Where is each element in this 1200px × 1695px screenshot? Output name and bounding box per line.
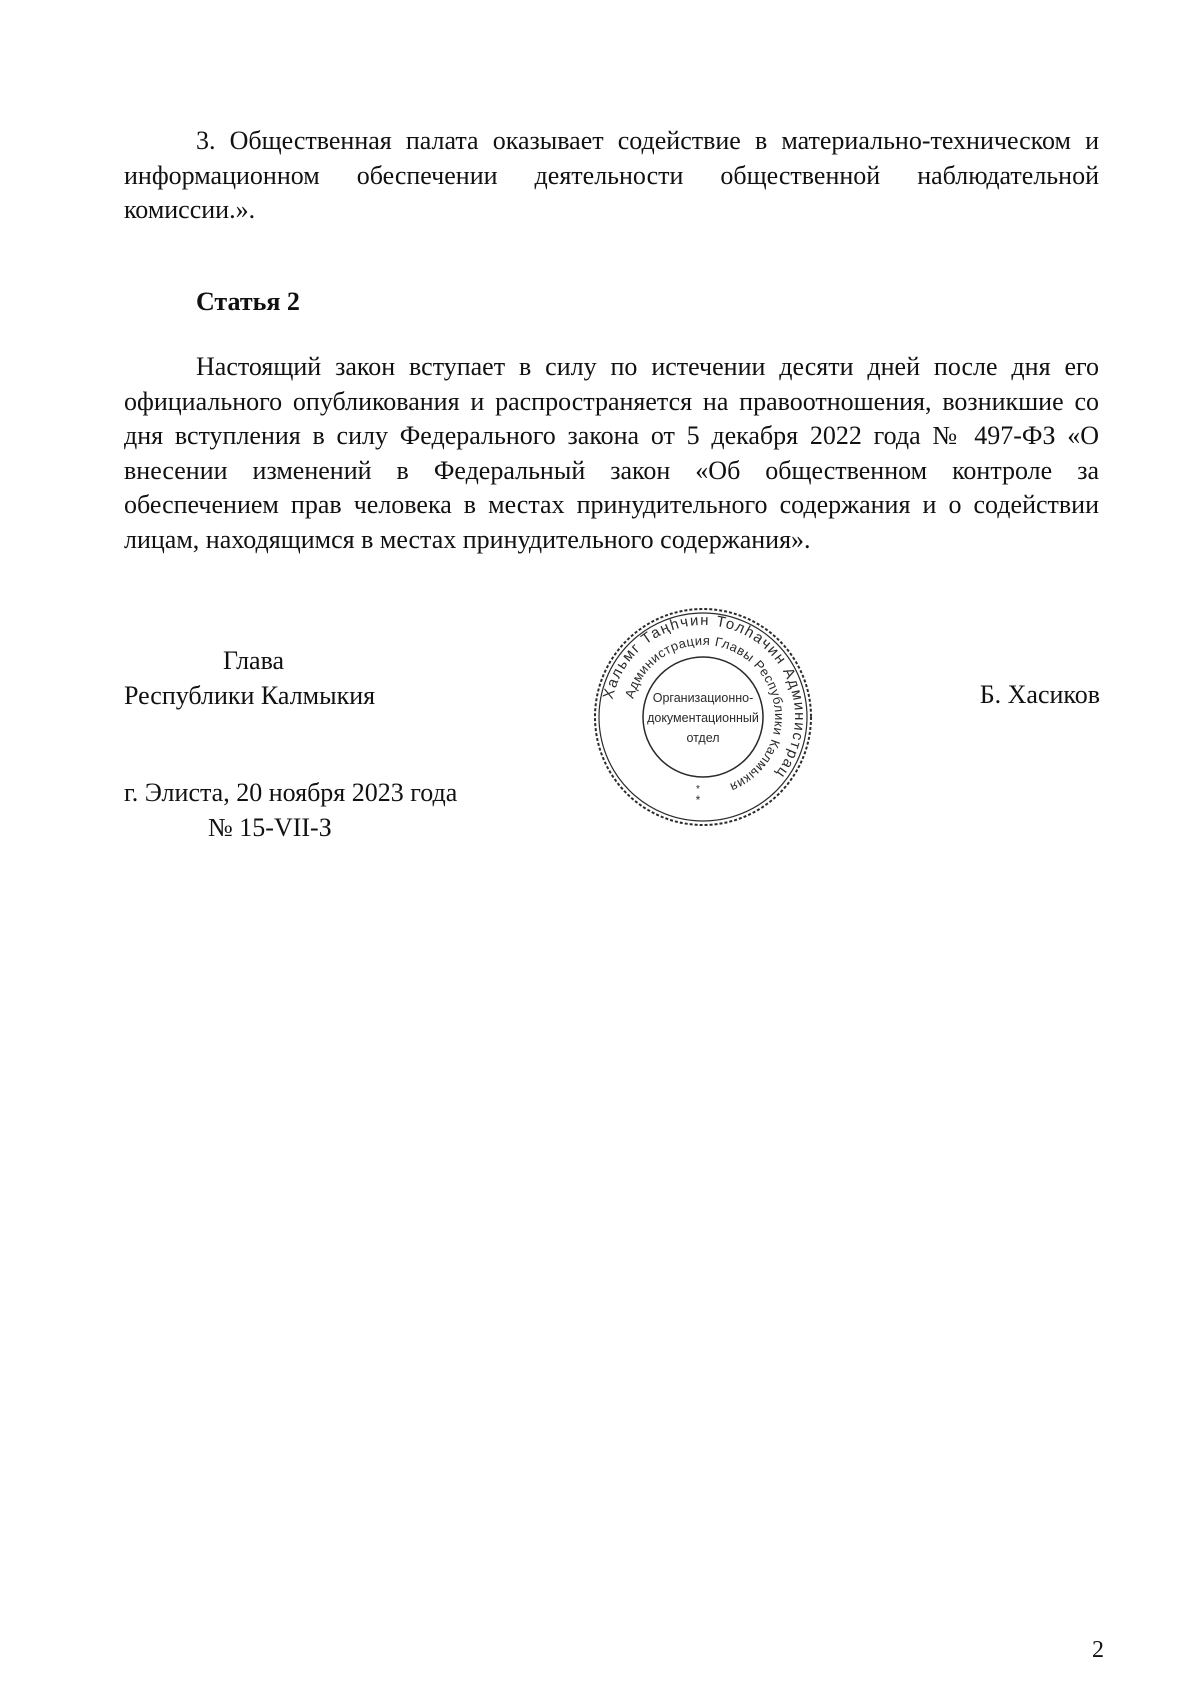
signatory-title-line1: Глава: [223, 646, 285, 675]
place-date: г. Элиста, 20 ноября 2023 года: [124, 778, 458, 807]
seal-star-icon: *: [695, 793, 701, 807]
seal-middle-text: Администрация Главы Республики Калмыкия: [621, 632, 788, 796]
article-2-text: Настоящий закон вступает в силу по истечении десяти дней после дня его официального опубликования и распространяется на правоотношения, возникшие со дня вступления в силу Федерального закона от 5 декабря 2022 года № 497-ФЗ «О внесении изменений в Федеральный закон «Об общественном контроле за обеспечением прав человека в местах принудительного содержания и о содействии лицам, находящимся в местах принудительного содержания».: [124, 352, 1099, 554]
signatory-title: [124, 644, 375, 713]
page-number: 2: [1092, 1637, 1104, 1663]
paragraph-3: 3. Общественная палата оказывает содействие в материально-техническом и информационном обеспечении деятельности общественной наблюдательной комиссии.».: [124, 126, 1099, 224]
seal-outer-text: Хальмг Таңһчин Толһачин Администрац: [599, 611, 809, 783]
article-heading: Статья 2: [196, 287, 300, 316]
signatory-title-line2: Республики Калмыкия: [124, 680, 376, 710]
seal-center-line-2: документационный: [647, 711, 759, 725]
seal-center-line-3: отдел: [686, 731, 720, 745]
law-number: № 15-VII-З: [208, 812, 332, 842]
signatory-name: Б. Хасиков: [979, 680, 1100, 709]
seal-center-line-1: Организационно-: [652, 691, 754, 705]
place-and-date-block: [124, 776, 457, 845]
official-seal: [590, 604, 816, 830]
seal-star-icon-small: *: [696, 784, 700, 795]
